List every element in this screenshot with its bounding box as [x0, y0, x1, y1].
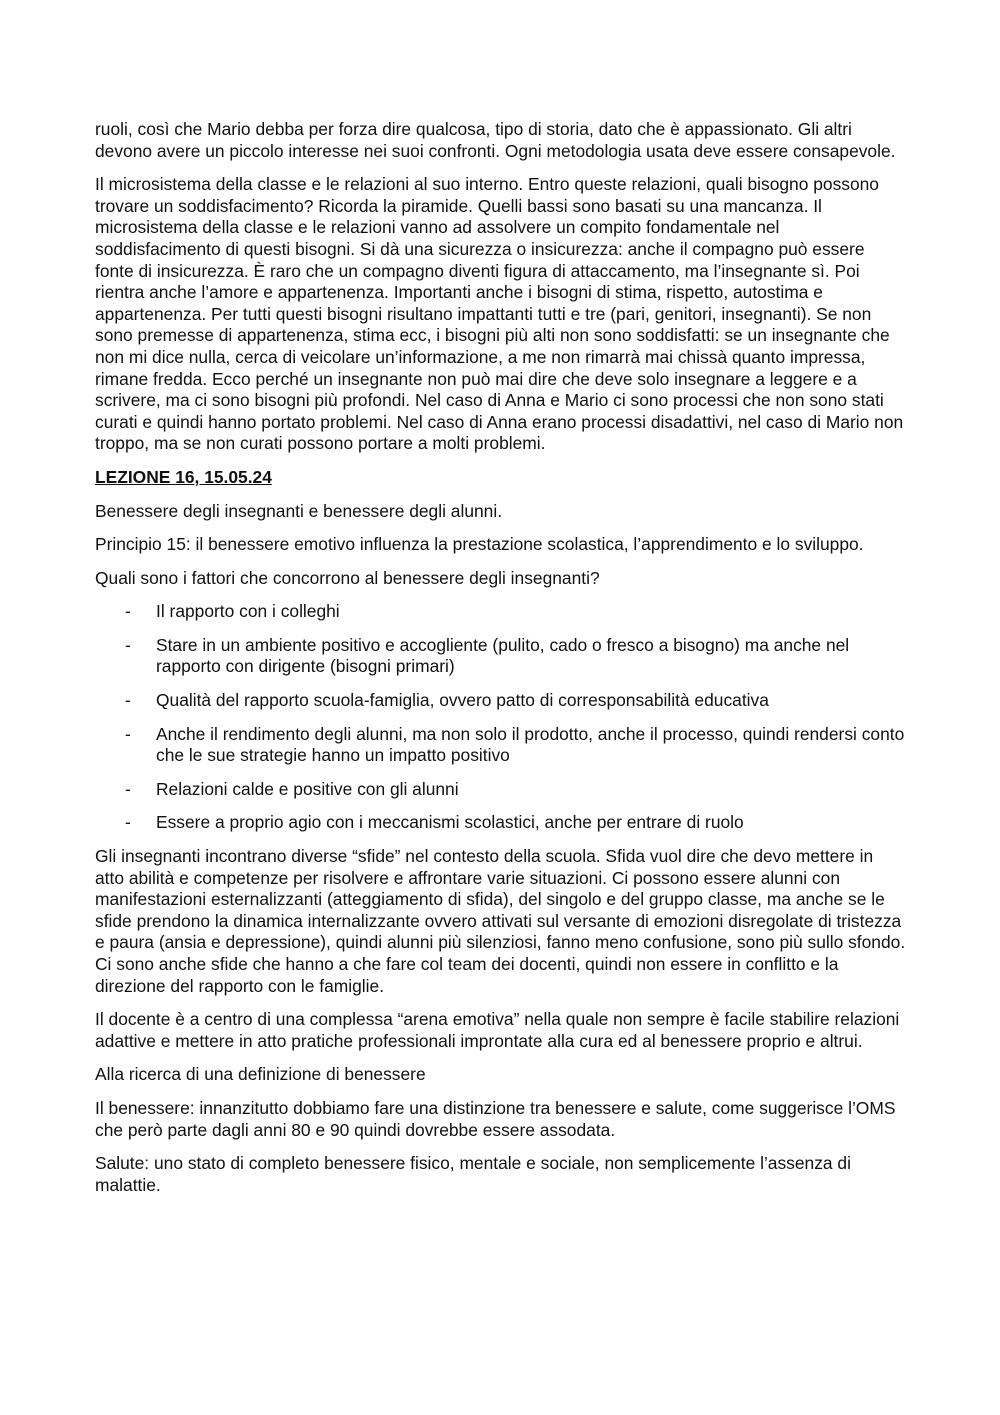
bullet-dash: - [125, 601, 131, 622]
list-item [95, 724, 907, 767]
list-item [95, 812, 907, 834]
list-item [95, 690, 907, 712]
paragraph-challenges: Gli insegnanti incontrano diverse “sfide” nel contesto della scuola. Sfida vuol dire che devo mettere in atto abilità e competenze per risolvere e affrontare varie situazioni. Ci possono essere alunni con manifestazioni esternalizzanti (atteggiamento di sfida), del singolo e del gruppo classe, ma anche se le sfide prendono la dinamica internalizzante ovvero attivati sul versante di emozioni disregolate di tristezza e paura (ansia e depressione), quindi alunni più silenziosi, fanno meno confusione, sono più sullo sfondo. Ci sono anche sfide che hanno a che fare col team dei docenti, quindi non essere in conflitto e la direzione del rapporto con le famiglie. [95, 846, 906, 996]
list-item-text: Il rapporto con i colleghi [156, 601, 340, 622]
paragraph-emotional-arena: Il docente è a centro di una complessa “arena emotiva” nella quale non sempre è facile stabilire relazioni adattive e mettere in atto pratiche professionali improntate alla cura ed al benessere proprio e altrui. [95, 1009, 900, 1051]
bullet-dash: - [125, 634, 131, 655]
list-item [95, 779, 907, 801]
bullet-dash: - [125, 812, 131, 833]
bullet-dash: - [125, 778, 131, 799]
list-item-text: Stare in un ambiente positivo e accogliente (pulito, cado o fresco a bisogno) ma anche nel rapporto con dirigente (bisogni primari) [156, 634, 850, 677]
list-item-text: Qualità del rapporto scuola-famiglia, ovvero patto di corresponsabilità educativa [156, 690, 769, 711]
bullet-dash: - [125, 723, 131, 744]
paragraph-microsystem: Il microsistema della classe e le relazioni al suo interno. Entro queste relazioni, quali bisogno possono trovare un soddisfacimento? Ricorda la piramide. Quelli bassi sono basati su una mancanza. Il microsistema della classe e le relazioni vanno ad assolvere un compito fondamentale nel soddisfacimento di questi bisogni. Si dà una sicurezza o insicurezza: anche il compagno può essere fonte di insicurezza. È raro che un compagno diventi figura di attaccamento, ma l’insegnante sì. Poi rientra anche l’amore e appartenenza. Importanti anche i bisogni di stima, rispetto, autostima e appartenenza. Per tutti questi bisogni risultano impattanti tutti e tre (pari, genitori, insegnanti). Se non sono premesse di appartenenza, stima ecc, i bisogni più alti non sono soddisfatti: se un insegnante che non mi dice nulla, cerca di veicolare un’informazione, a me non rimarrà mai chissà quanto impressa, rimane fredda. Ecco perché un insegnante non può mai dire che deve solo insegnare a leggere e a scrivere, ma ci sono bisogni più profondi. Nel caso di Anna e Mario ci sono processi che non sono stati curati e quindi hanno portato problemi. Nel caso di Anna erano processi disadattivi, nel caso di Mario non troppo, ma se non curati possono portare a molti problemi. [95, 174, 904, 454]
lesson-heading: LEZIONE 16, 15.05.24 [95, 466, 272, 487]
bullet-dash: - [125, 690, 131, 711]
list-item-text: Essere a proprio agio con i meccanismi scolastici, anche per entrare di ruolo [156, 812, 744, 833]
paragraph-roles: ruoli, così che Mario debba per forza dire qualcosa, tipo di storia, dato che è appassionato. Gli altri devono avere un piccolo interesse nei suoi confronti. Ogni metodologia usata deve essere consapevole. [95, 119, 896, 161]
list-item-text: Relazioni calde e positive con gli alunni [156, 778, 459, 799]
document-page [95, 119, 907, 1208]
paragraph-principle-15: Principio 15: il benessere emotivo influenza la prestazione scolastica, l’apprendimento e lo sviluppo. [95, 534, 864, 555]
paragraph-wellbeing-vs-health: Il benessere: innanzitutto dobbiamo fare una distinzione tra benessere e salute, come suggerisce l’OMS che però parte dagli anni 80 e 90 quindi dovrebbe essere assodata. [95, 1097, 896, 1140]
list-item-text: Anche il rendimento degli alunni, ma non solo il prodotto, anche il processo, quindi rendersi conto che le sue strategie hanno un impatto positivo [156, 723, 905, 766]
paragraph-wellbeing-title: Benessere degli insegnanti e benessere degli alunni. [95, 500, 503, 521]
list-item [95, 635, 907, 678]
list-item [95, 601, 907, 623]
paragraph-factors-question: Quali sono i fattori che concorrono al benessere degli insegnanti? [95, 567, 600, 588]
paragraph-definition-search: Alla ricerca di una definizione di benessere [95, 1064, 426, 1085]
factors-list [95, 601, 907, 834]
paragraph-health-definition: Salute: uno stato di completo benessere fisico, mentale e sociale, non semplicemente l’assenza di malattie. [95, 1153, 851, 1195]
